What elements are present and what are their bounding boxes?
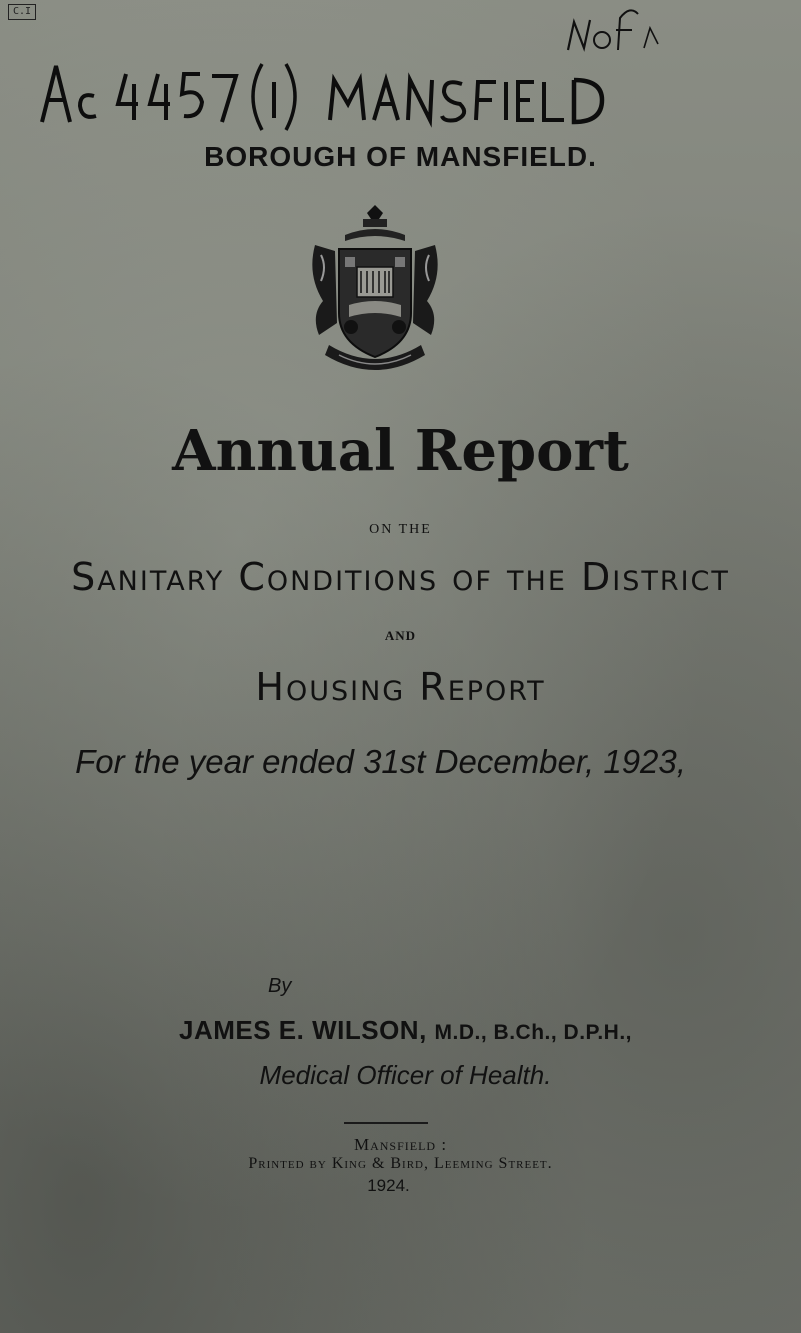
subtitle-housing-report: Housing Report — [255, 665, 546, 709]
borough-coat-of-arms — [305, 205, 445, 380]
report-title: Annual Report — [172, 418, 629, 484]
borough-heading: BOROUGH OF MANSFIELD. — [204, 141, 597, 172]
imprint-year: 1924. — [367, 1176, 410, 1195]
catalog-handwriting — [30, 44, 650, 144]
author-office: Medical Officer of Health. — [259, 1060, 552, 1090]
author-by-label: By — [268, 975, 292, 997]
imprint-printer: Printed by King & Bird, Leeming Street. — [248, 1155, 553, 1172]
author-name: JAMES E. WILSON, — [178, 1015, 427, 1045]
subtitle-sanitary-conditions: Sanitary Conditions of the District — [71, 555, 730, 599]
divider-rule — [344, 1122, 428, 1124]
author-degrees: M.D., B.Ch., D.P.H., — [434, 1021, 632, 1044]
subtitle-and: AND — [384, 628, 417, 643]
report-period: For the year ended 31st December, 1923, — [75, 743, 686, 780]
imprint-place: Mansfield : — [353, 1135, 448, 1154]
subtitle-on-the: ON THE — [369, 522, 432, 537]
author-name-line — [5, 1015, 801, 1046]
library-stamp: C.I — [8, 4, 36, 20]
